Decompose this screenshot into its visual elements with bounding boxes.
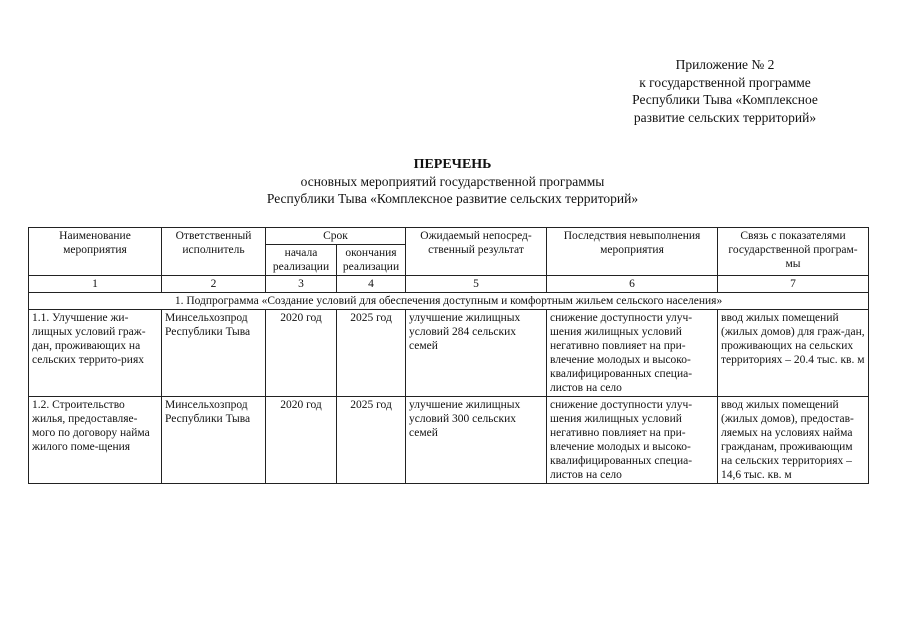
appendix-line: развитие сельских территорий» [633,109,817,125]
cell-result: улучшение жилищных условий 300 сельских семей [406,397,547,484]
cell-start: 2020 год [266,310,337,397]
header-result: Ожидаемый непосред-ственный результат [406,228,547,276]
column-number: 3 [266,276,337,293]
section-row [29,293,869,310]
header-end: окончания реализации [337,245,406,276]
cell-executor: Минсельхозпрод Республики Тыва [162,397,266,484]
cell-name: 1.2. Строительство жилья, предоставляе-мого по договору найма жилого поме-щения [29,397,162,484]
title-subtitle: основных мероприятий государственной программы [300,174,605,189]
table-row [29,310,869,397]
cell-consequences: снижение доступности улуч-шения жилищных условий негативно повлияет на при-влечение молодых и высоко-квалифицированных специа-листов на село [547,397,718,484]
cell-end: 2025 год [337,397,406,484]
section-title: 1. Подпрограмма «Создание условий для обеспечения доступным и комфортным жильем сельского населения» [29,293,869,310]
column-number: 1 [29,276,162,293]
cell-start: 2020 год [266,397,337,484]
column-number: 2 [162,276,266,293]
cell-executor: Минсельхозпрод Республики Тыва [162,310,266,397]
header-name: Наименование мероприятия [29,228,162,276]
appendix-note [560,56,890,126]
table-row [29,397,869,484]
cell-link: ввод жилых помещений (жилых домов), предостав-ляемых на условиях найма гражданам, проживающим на сельских территориях – 14,6 тыс. кв. м [718,397,869,484]
cell-end: 2025 год [337,310,406,397]
title-heading: ПЕРЕЧЕНЬ [413,157,492,172]
header-start: начала реализации [266,245,337,276]
cell-result: улучшение жилищных условий 284 сельских семей [406,310,547,397]
header-consequences: Последствия невыполнения мероприятия [547,228,718,276]
appendix-line: Республики Тыва «Комплексное [632,92,818,107]
column-numbers-row [29,276,869,293]
header-term: Срок [266,228,406,245]
column-number: 4 [337,276,406,293]
document-title [0,156,905,207]
column-number: 5 [406,276,547,293]
appendix-line: Приложение № 2 [675,57,775,72]
appendix-line: к государственной программе [639,74,811,90]
column-number: 6 [547,276,718,293]
column-number: 7 [718,276,869,293]
title-subtitle: Республики Тыва «Комплексное развитие сельских территорий» [266,191,639,206]
cell-name: 1.1. Улучшение жи-лищных условий граж-дан, проживающих на сельских террито-риях [29,310,162,397]
header-executor: Ответственный исполнитель [162,228,266,276]
header-link: Связь с показателями государственной програм-мы [718,228,869,276]
cell-consequences: снижение доступности улуч-шения жилищных условий негативно повлияет на при-влечение молодых и высоко-квалифицированных специа-листов на село [547,310,718,397]
activities-table [28,227,869,484]
cell-link: ввод жилых помещений (жилых домов) для граж-дан, проживающих на сельских территориях – 20.4 тыс. кв. м [718,310,869,397]
